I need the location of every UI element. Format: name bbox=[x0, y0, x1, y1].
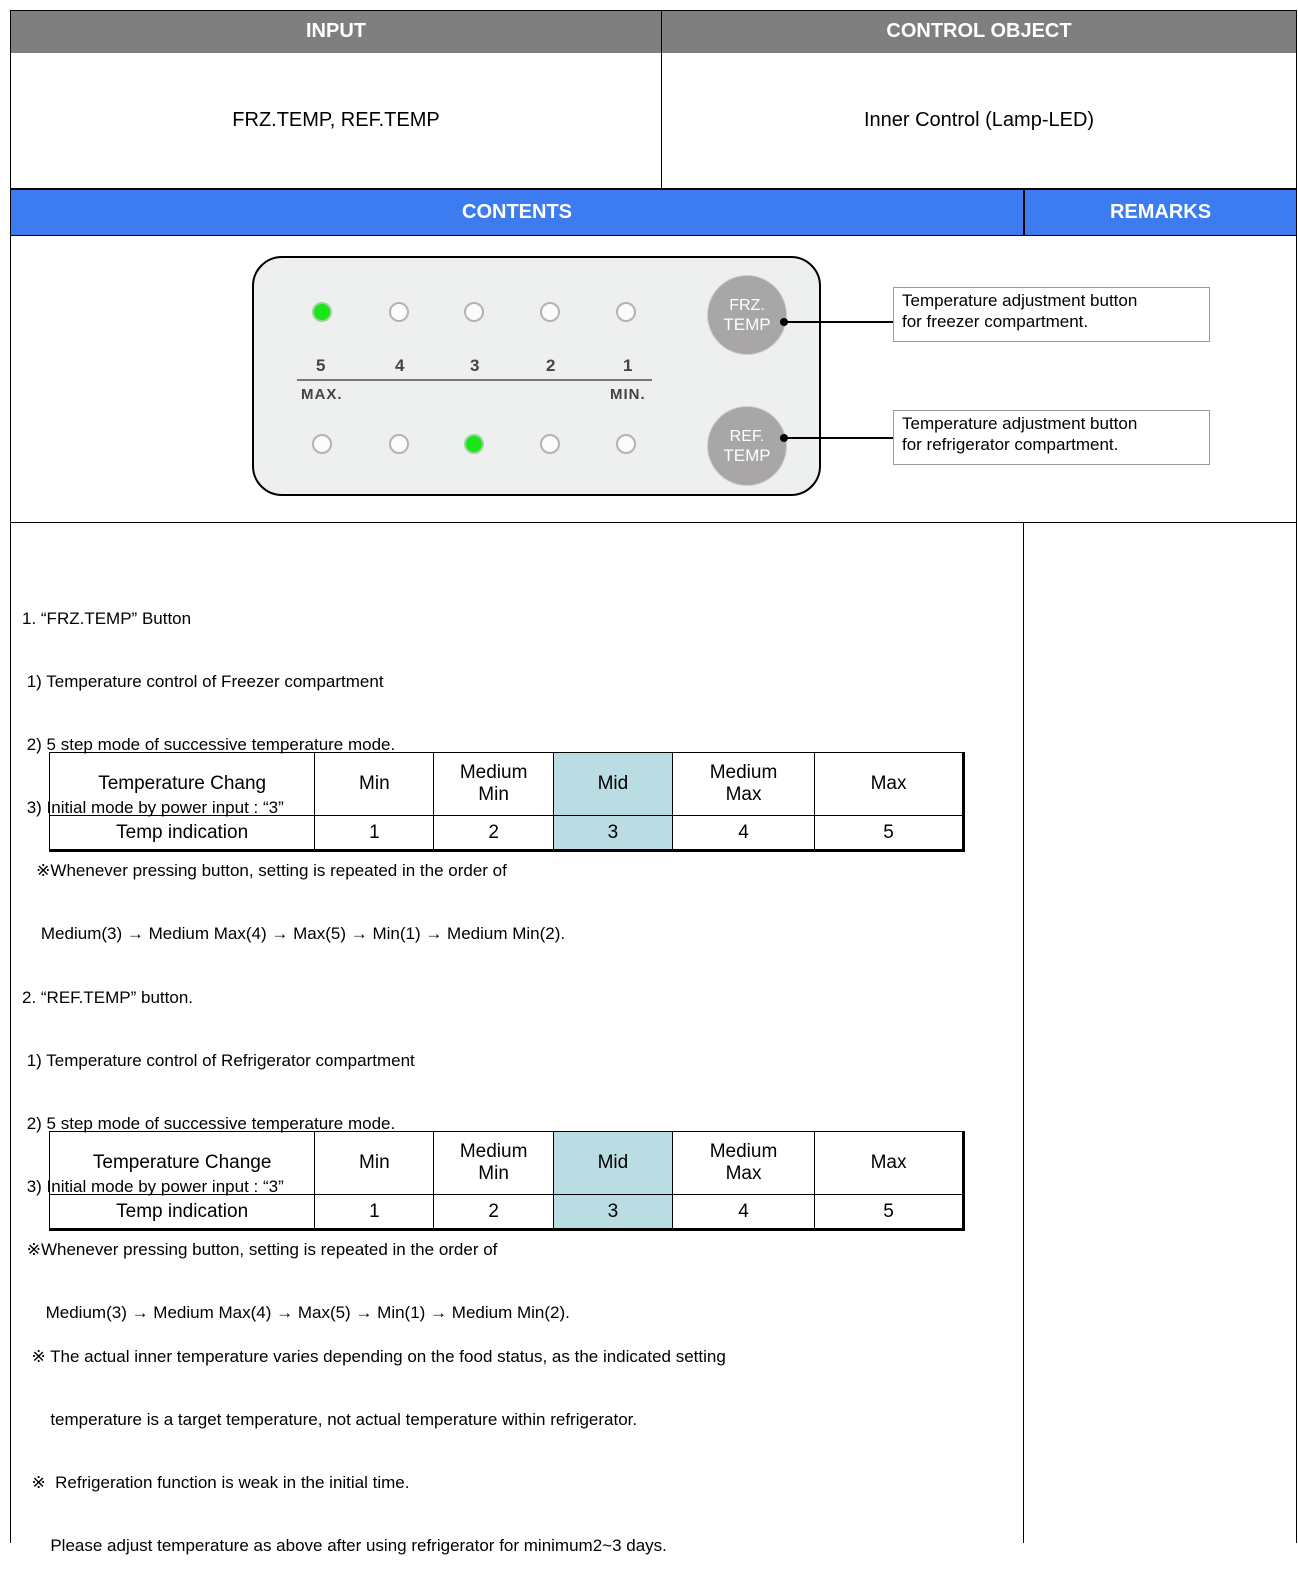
input-value-cell bbox=[11, 53, 661, 188]
table-cell: Temp indication bbox=[50, 816, 315, 851]
frz-temp-button[interactable] bbox=[707, 275, 787, 355]
table-cell: 1 bbox=[315, 816, 434, 851]
frz-led-5 bbox=[312, 302, 332, 322]
table-cell: Mid bbox=[553, 1132, 672, 1195]
section2-line: Medium(3) → Medium Max(4) → Max(5) → Min(1) → Medium Min(2). bbox=[22, 1303, 570, 1322]
frz-temp-button-line1: FRZ. bbox=[729, 297, 765, 314]
step-label-4: 4 bbox=[395, 356, 405, 375]
control-object-value-cell bbox=[662, 53, 1296, 188]
table-cell: 2 bbox=[434, 1195, 553, 1230]
input-header-label: INPUT bbox=[306, 20, 366, 42]
contents-header-label: CONTENTS bbox=[462, 201, 572, 223]
remarks-header bbox=[1025, 190, 1296, 235]
table-cell: 5 bbox=[815, 1195, 964, 1230]
grid-line-remarks-divider-top bbox=[1023, 190, 1025, 236]
remarks-header-label: REMARKS bbox=[1109, 201, 1212, 223]
notes-text bbox=[22, 1304, 726, 1577]
table-row bbox=[50, 753, 964, 816]
step-label-3: 3 bbox=[470, 356, 480, 375]
input-value: FRZ.TEMP, REF.TEMP bbox=[232, 109, 440, 131]
grid-line-remarks-divider bbox=[1023, 522, 1024, 1543]
ref-callout-box bbox=[893, 410, 1210, 465]
table-cell: Medium Min bbox=[434, 1132, 553, 1195]
table-cell: Max bbox=[815, 1132, 964, 1195]
ref-led-1 bbox=[616, 434, 636, 454]
ref-led-4 bbox=[389, 434, 409, 454]
ref-temp-button-line1: REF. bbox=[729, 428, 765, 445]
control-object-header-label: CONTROL OBJECT bbox=[886, 20, 1072, 42]
ref-callout-line2: for refrigerator compartment. bbox=[902, 435, 1119, 454]
table-cell: Temp indication bbox=[50, 1195, 315, 1230]
max-label: MAX. bbox=[301, 386, 343, 403]
section1-line: 1. “FRZ.TEMP” Button bbox=[22, 609, 192, 628]
grid-line-right bbox=[1296, 10, 1297, 1543]
frz-callout-box bbox=[893, 287, 1210, 342]
min-label: MIN. bbox=[610, 386, 646, 403]
section1-line: 1) Temperature control of Freezer compartment bbox=[22, 672, 384, 691]
grid-line-input-divider bbox=[661, 10, 662, 189]
frz-led-1 bbox=[616, 302, 636, 322]
table-cell: Medium Min bbox=[434, 753, 553, 816]
table-row bbox=[50, 1195, 964, 1230]
table-cell: Min bbox=[315, 753, 434, 816]
section2-line: 3) Initial mode by power input : “3” bbox=[22, 1177, 284, 1196]
scale-divider bbox=[297, 379, 652, 381]
ref-callout-line1: Temperature adjustment button bbox=[902, 414, 1138, 433]
table-cell: 1 bbox=[315, 1195, 434, 1230]
note-line: Please adjust temperature as above after using refrigerator for minimum2~3 days. bbox=[22, 1536, 667, 1555]
frz-callout-line2: for freezer compartment. bbox=[902, 312, 1089, 331]
table-cell: Temperature Chang bbox=[50, 753, 315, 816]
ref-temp-button[interactable] bbox=[707, 406, 787, 486]
section1-line: Medium(3) → Medium Max(4) → Max(5) → Min(1) → Medium Min(2). bbox=[22, 924, 566, 943]
section2-line: 1) Temperature control of Refrigerator compartment bbox=[22, 1051, 415, 1070]
section2-line: 2. “REF.TEMP” button. bbox=[22, 988, 193, 1007]
table-cell: 2 bbox=[434, 816, 553, 851]
section1-line: ※Whenever pressing button, setting is repeated in the order of bbox=[22, 861, 507, 880]
grid-line-contents-bottom bbox=[10, 235, 1297, 236]
section2-line: ※Whenever pressing button, setting is repeated in the order of bbox=[22, 1240, 498, 1259]
table-cell: 4 bbox=[672, 1195, 814, 1230]
control-panel bbox=[252, 256, 821, 496]
frz-temp-table bbox=[49, 752, 965, 852]
frz-callout-line1: Temperature adjustment button bbox=[902, 291, 1138, 310]
step-label-1: 1 bbox=[623, 356, 633, 375]
grid-line-top bbox=[10, 10, 1297, 11]
input-header bbox=[11, 10, 661, 53]
frz-temp-button-line2: TEMP bbox=[723, 315, 771, 334]
table-cell: 3 bbox=[553, 1195, 672, 1230]
note-line: ※ Refrigeration function is weak in the initial time. bbox=[22, 1473, 410, 1492]
table-cell: Mid bbox=[553, 753, 672, 816]
control-object-header bbox=[662, 10, 1296, 53]
table-cell: Medium Max bbox=[672, 753, 814, 816]
note-line: ※ The actual inner temperature varies depending on the food status, as the indicated setting bbox=[22, 1347, 726, 1366]
step-label-5: 5 bbox=[316, 356, 326, 375]
ref-temp-button-line2: TEMP bbox=[723, 446, 771, 465]
table-cell: 4 bbox=[672, 816, 814, 851]
grid-line-header-bottom bbox=[10, 188, 1297, 190]
table-cell: 3 bbox=[553, 816, 672, 851]
step-label-2: 2 bbox=[546, 356, 556, 375]
grid-line-panel-bottom bbox=[10, 522, 1297, 523]
section1-line: 2) 5 step mode of successive temperature mode. bbox=[22, 735, 396, 754]
table-row bbox=[50, 1132, 964, 1195]
frz-led-4 bbox=[389, 302, 409, 322]
section1-line: 3) Initial mode by power input : “3” bbox=[22, 798, 284, 817]
table-cell: Medium Max bbox=[672, 1132, 814, 1195]
note-line: temperature is a target temperature, not actual temperature within refrigerator. bbox=[22, 1410, 638, 1429]
table-cell: Min bbox=[315, 1132, 434, 1195]
grid-line-left bbox=[10, 10, 11, 1543]
frz-led-2 bbox=[540, 302, 560, 322]
table-cell: 5 bbox=[815, 816, 964, 851]
ref-led-3 bbox=[464, 434, 484, 454]
table-cell: Max bbox=[815, 753, 964, 816]
table-cell: Temperature Change bbox=[50, 1132, 315, 1195]
ref-led-5 bbox=[312, 434, 332, 454]
ref-led-2 bbox=[540, 434, 560, 454]
ref-temp-table bbox=[49, 1131, 965, 1231]
ref-callout-line bbox=[784, 437, 893, 439]
control-object-value: Inner Control (Lamp-LED) bbox=[863, 109, 1095, 131]
frz-led-3 bbox=[464, 302, 484, 322]
table-row bbox=[50, 816, 964, 851]
section2-line: 2) 5 step mode of successive temperature mode. bbox=[22, 1114, 396, 1133]
contents-header bbox=[11, 190, 1023, 235]
frz-callout-line bbox=[784, 321, 893, 323]
